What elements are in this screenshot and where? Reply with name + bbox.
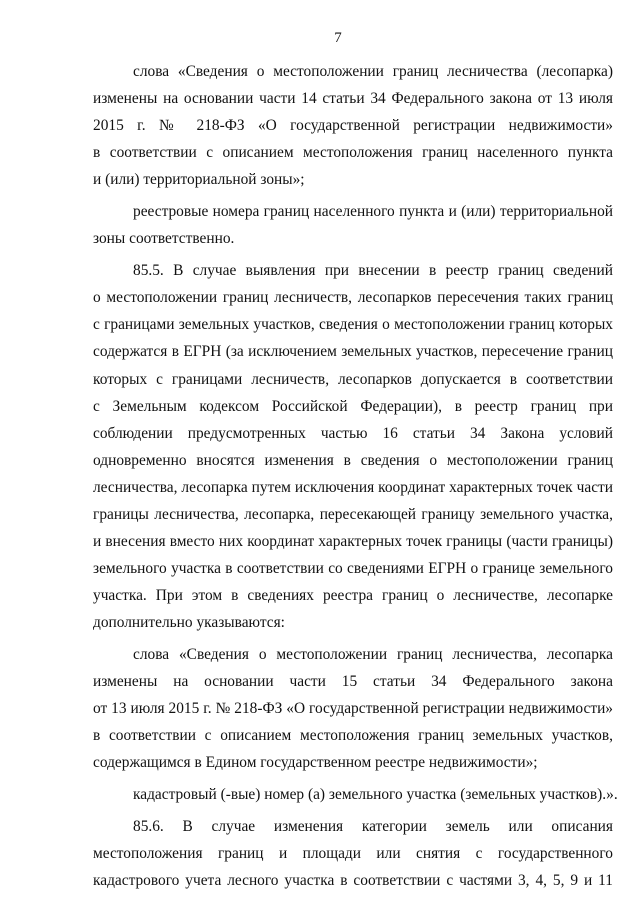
text-line: в соответствии с описанием местоположения границ населенного пункта (93, 144, 613, 162)
text-line: границы лесничества, лесопарка, пересекающей границу земельного участка, (93, 505, 613, 523)
text-line: кадастровый (-вые) номер (а) земельного участка (земельных участков).». (133, 786, 618, 804)
text-line: с Земельным кодексом Российской Федерации), в реестр границ при (93, 397, 613, 415)
text-line: слова «Сведения о местоположении границ лесничества (лесопарка) (133, 63, 613, 80)
paragraph (93, 257, 613, 636)
text-line: от 13 июля 2015 г. № 218-ФЗ «О государственной регистрации недвижимости» (93, 700, 613, 718)
text-line: с границами земельных участков, сведения о местоположении границ которых (93, 316, 613, 334)
text-line: зоны соответственно. (93, 230, 235, 248)
text-line: кадастрового учета лесного участка в соответствии с частями 3, 4, 5, 9 и 11 (93, 872, 613, 890)
paragraph (93, 781, 618, 808)
text-line: соблюдении предусмотренных частью 16 статьи 34 Закона условий (93, 424, 613, 442)
text-line: содержащимся в Едином государственном реестре недвижимости»; (93, 754, 538, 772)
page-number: 7 (334, 30, 342, 46)
text-line: изменены на основании части 14 статьи 34 Федерального закона от 13 июля (93, 90, 613, 108)
text-line: 85.6. В случае изменения категории земель или описания (133, 818, 613, 836)
paragraph (93, 58, 613, 193)
text-line: в соответствии с описанием местоположения границ земельных участков, (93, 727, 613, 745)
text-line: которых с границами лесничеств, лесопарков допускается в соответствии (93, 370, 613, 388)
text-line: земельного участка в соответствии со сведениями ЕГРН о границе земельного (93, 559, 613, 577)
text-line: участка. При этом в сведениях реестра границ о лесничестве, лесопарке (93, 586, 613, 604)
text-line: 85.5. В случае выявления при внесении в реестр границ сведений (133, 262, 613, 280)
paragraph (93, 641, 613, 776)
text-line: лесничества, лесопарка путем исключения координат характерных точек части (93, 478, 613, 496)
text-line: реестровые номера границ населенного пункта и (или) территориальной (133, 203, 613, 221)
text-line: 2015 г. № 218-ФЗ «О государственной регистрации недвижимости» (93, 117, 613, 135)
text-line: изменены на основании части 15 статьи 34 Федерального закона (93, 673, 613, 691)
text-line: местоположения границ и площади или снятия с государственного (93, 845, 613, 863)
text-line: одновременно вносятся изменения в сведения о местоположении границ (93, 451, 613, 469)
text-line: слова «Сведения о местоположении границ лесничества, лесопарка (133, 645, 613, 663)
paragraph (93, 198, 613, 252)
text-line: и (или) территориальной зоны»; (93, 171, 305, 189)
text-line: дополнительно указываются: (93, 613, 285, 631)
text-line: и внесения вместо них координат характерных точек границы (части границы) (93, 532, 613, 550)
paragraph (93, 813, 613, 894)
text-line: о местоположении границ лесничеств, лесопарков пересечения таких границ (93, 289, 613, 307)
document-body (93, 58, 618, 894)
text-line: содержатся в ЕГРН (за исключением земельных участков, пересечение границ (93, 343, 613, 361)
